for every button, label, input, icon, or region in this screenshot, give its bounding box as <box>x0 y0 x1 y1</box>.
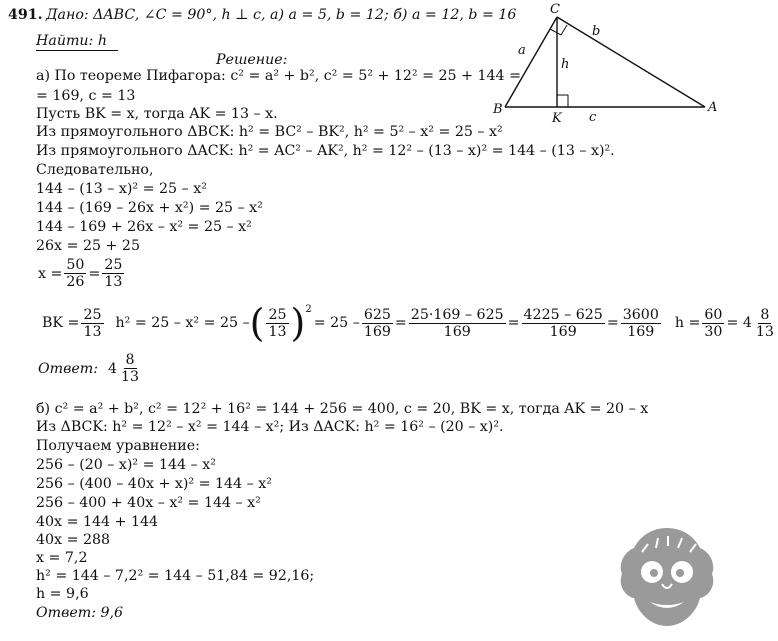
fraction-denominator: 169 <box>443 323 471 340</box>
fraction-denominator: 13 <box>104 274 123 290</box>
vertex-a-label: A <box>708 100 718 115</box>
answer-b: Ответ: 9,6 <box>36 605 124 621</box>
fraction-numerator: 8 <box>760 306 770 323</box>
x-value-equation <box>38 257 126 290</box>
fraction-60-30 <box>702 307 724 340</box>
side-c-label: c <box>589 110 597 125</box>
fraction-denominator: 26 <box>66 274 85 290</box>
fraction-product <box>409 307 506 340</box>
fraction-numerator: 25 <box>83 306 102 323</box>
part-b-line-9: x = 7,2 <box>36 550 88 566</box>
h-integer-part: = 4 <box>726 315 752 331</box>
part-b-line-8: 40x = 288 <box>36 532 111 548</box>
problem-number: 491. <box>8 7 43 23</box>
part-b-line-7: 40x = 144 + 144 <box>36 514 159 530</box>
equals-sign: = <box>394 315 407 331</box>
part-a-line-1: а) По теореме Пифагора: c² = a² + b², c² = 5² + 12² = 25 + 144 = <box>36 68 521 84</box>
fraction-numerator: 3600 <box>622 306 659 323</box>
fraction-3600-169 <box>621 307 661 340</box>
fraction-denominator: 13 <box>83 323 102 340</box>
x-eq-lhs: x = <box>38 265 63 282</box>
answer-a <box>38 352 143 385</box>
vertex-c-label: C <box>550 2 560 17</box>
part-a-line-8: 144 – (169 – 26x + x²) = 25 – x² <box>36 200 263 216</box>
inner-fraction <box>266 307 288 340</box>
fraction-numerator: 25·169 – 625 <box>410 306 504 323</box>
vertex-b-label: B <box>493 102 503 117</box>
given-statement: Дано: ΔABC, ∠C = 90°, h ⊥ c, а) a = 5, b = 12; б) a = 12, b = 16 <box>46 7 517 23</box>
h-squared-mid: = 25 – <box>313 315 360 331</box>
right-angle-c-mark <box>550 25 567 35</box>
bk-lhs: BK = <box>42 315 80 331</box>
side-b-line <box>557 17 705 107</box>
fraction-numerator: 4225 – 625 <box>523 306 603 323</box>
bk-h-equation <box>42 301 778 345</box>
h-lhs: h = <box>674 315 701 331</box>
fraction-numerator: 25 <box>104 257 123 273</box>
square-exponent: 2 <box>305 304 312 315</box>
fraction-denominator: 13 <box>755 323 774 340</box>
equals-sign: = <box>88 265 101 282</box>
fraction-denominator: 169 <box>627 323 655 340</box>
fraction-50-26 <box>64 257 86 290</box>
part-a-line-6: Следовательно, <box>36 162 154 178</box>
fraction-denominator: 30 <box>704 323 723 340</box>
header-divider <box>36 50 118 51</box>
part-b-line-3: Получаем уравнение: <box>36 438 200 454</box>
equals-sign: = <box>507 315 520 331</box>
fraction-difference <box>522 307 605 340</box>
answer-a-label: Ответ: <box>38 360 98 377</box>
part-a-line-9: 144 – 169 + 26x – x² = 25 – x² <box>36 219 252 235</box>
bk-fraction <box>81 307 103 340</box>
part-a-line-10: 26x = 25 + 25 <box>36 238 140 254</box>
part-a-line-7: 144 – (13 – x)² = 25 – x² <box>36 181 207 197</box>
part-a-line-3: Пусть BK = x, тогда AK = 13 – x. <box>36 106 278 122</box>
fraction-numerator: 25 <box>268 306 287 323</box>
fraction-numerator: 60 <box>704 306 723 323</box>
side-b-label: b <box>592 24 601 39</box>
fraction-625-169 <box>362 307 393 340</box>
find-statement: Найти: h <box>36 33 107 49</box>
right-angle-k-mark <box>557 95 568 107</box>
answer-a-integer: 4 <box>107 360 118 377</box>
fraction-denominator: 13 <box>121 369 140 385</box>
equals-sign: = <box>606 315 619 331</box>
part-b-line-5: 256 – (400 – 40x + x)² = 144 – x² <box>36 476 272 492</box>
left-paren: ( <box>249 301 265 345</box>
part-a-line-5: Из прямоугольного ΔACK: h² = AC² – AK², h² = 12² – (13 – x)² = 144 – (13 – x)². <box>36 143 615 159</box>
part-b-line-2: Из ΔBCK: h² = 12² – x² = 144 – x²; Из ΔACK: h² = 16² – (20 – x)². <box>36 419 504 435</box>
answer-a-fraction <box>119 352 141 385</box>
h-squared-lhs: h² = 25 – x² = 25 – <box>115 315 250 331</box>
part-b-line-1: б) c² = a² + b², c² = 12² + 16² = 144 + 256 = 400, c = 20, BK = x, тогда AK = 20 – x <box>36 401 649 417</box>
side-a-label: a <box>518 43 526 58</box>
vertex-k-label: K <box>552 111 562 126</box>
fraction-8-13 <box>754 307 776 340</box>
height-label: h <box>561 57 570 72</box>
fraction-denominator: 169 <box>549 323 577 340</box>
part-a-line-2: = 169, c = 13 <box>36 88 136 104</box>
part-b-line-10: h² = 144 – 7,2² = 144 – 51,84 = 92,16; <box>36 568 315 584</box>
part-a-line-4: Из прямоугольного ΔBCK: h² = BC² – BK², h² = 5² – x² = 25 – x² <box>36 124 503 140</box>
fraction-numerator: 8 <box>125 352 135 368</box>
part-b-line-11: h = 9,6 <box>36 586 89 602</box>
right-paren: ) <box>290 301 306 345</box>
side-a-line <box>505 17 557 107</box>
part-b-line-4: 256 – (20 – x)² = 144 – x² <box>36 457 216 473</box>
fraction-numerator: 50 <box>66 257 85 273</box>
professor-logo-icon <box>612 522 722 632</box>
fraction-denominator: 169 <box>363 323 391 340</box>
solution-label: Решение: <box>216 52 288 68</box>
fraction-25-13 <box>102 257 124 290</box>
part-b-line-6: 256 – 400 + 40x – x² = 144 – x² <box>36 495 261 511</box>
fraction-numerator: 625 <box>363 306 391 323</box>
fraction-denominator: 13 <box>268 323 287 340</box>
